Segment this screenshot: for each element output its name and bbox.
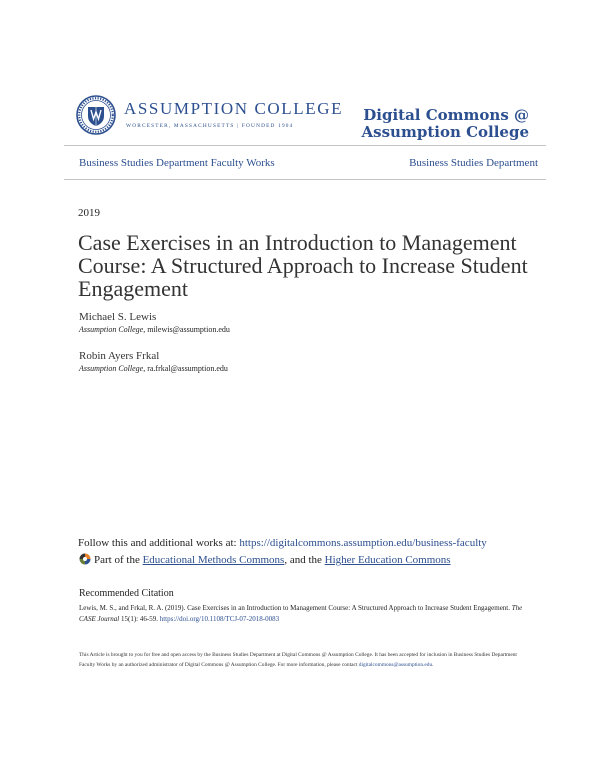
article-title: Case Exercises in an Introduction to Management Course: A Structured Approach to Increase Student Engagement	[78, 230, 528, 301]
author-email[interactable]: milewis@assumption.edu	[147, 325, 230, 334]
notice-end: .	[432, 662, 434, 668]
part-of-middle: , and the	[284, 554, 325, 566]
author-name: Robin Ayers Frkal	[79, 350, 160, 362]
college-logo	[76, 94, 344, 140]
college-name: ASSUMPTION COLLEGE	[124, 99, 344, 118]
citation-text	[79, 603, 529, 625]
educational-methods-commons-link[interactable]: Educational Methods Commons	[142, 554, 285, 566]
recommended-citation-heading: Recommended Citation	[79, 588, 174, 599]
digital-commons-brand[interactable]	[362, 107, 529, 141]
header-divider-top	[64, 145, 546, 146]
author-block	[79, 311, 230, 334]
college-seal-icon	[76, 95, 116, 135]
citation-part-2: 15(1): 46-59.	[119, 615, 160, 623]
author-affiliation	[79, 325, 230, 334]
author-affiliation	[79, 364, 228, 373]
citation-journal: The CASE Journal	[79, 604, 523, 623]
part-of-prefix: Part of the	[94, 554, 143, 566]
contact-email-link[interactable]: digitalcommons@assumption.edu	[358, 662, 433, 668]
doi-link[interactable]: https://doi.org/10.1108/TCJ-07-2018-0083	[159, 615, 280, 623]
header-divider-bottom	[64, 179, 546, 180]
college-tagline: WORCESTER, MASSACHUSETTS | FOUNDED 1904	[126, 123, 294, 129]
author-block	[79, 350, 228, 373]
affiliation-name: Assumption College	[79, 364, 144, 373]
department-link[interactable]: Business Studies Department	[409, 157, 538, 169]
access-notice	[79, 650, 529, 670]
affiliation-name: Assumption College	[79, 325, 144, 334]
notice-text: This Article is brought to you for free and open access by the Business Studies Department at Digital Commons @ Assumption College. It has been accepted for inclusion in Business Studies Department Faculty Works by an authorized administrator of Digital Commons @ Assumption College. For more information, please contact	[79, 652, 517, 668]
follow-url-link[interactable]: https://digitalcommons.assumption.edu/business-faculty	[239, 537, 487, 549]
part-of-line	[79, 553, 451, 566]
author-name: Michael S. Lewis	[79, 311, 157, 323]
dc-brand-line2: Assumption College	[361, 123, 529, 141]
author-email[interactable]: ra.frkal@assumption.edu	[147, 364, 228, 373]
bepress-network-icon	[79, 553, 91, 565]
affiliation-separator: ,	[143, 364, 148, 373]
follow-line	[78, 537, 487, 549]
higher-education-commons-link[interactable]: Higher Education Commons	[324, 554, 451, 566]
faculty-works-link[interactable]: Business Studies Department Faculty Works	[79, 157, 275, 169]
affiliation-separator: ,	[143, 325, 148, 334]
follow-prefix: Follow this and additional works at:	[78, 537, 240, 549]
publication-year: 2019	[78, 207, 100, 219]
dc-brand-line1: Digital Commons @	[363, 106, 529, 124]
citation-part-1: Lewis, M. S., and Frkal, R. A. (2019). Case Exercises in an Introduction to Management Course: A Structured Approach to Increase Student Engagement.	[79, 604, 512, 612]
